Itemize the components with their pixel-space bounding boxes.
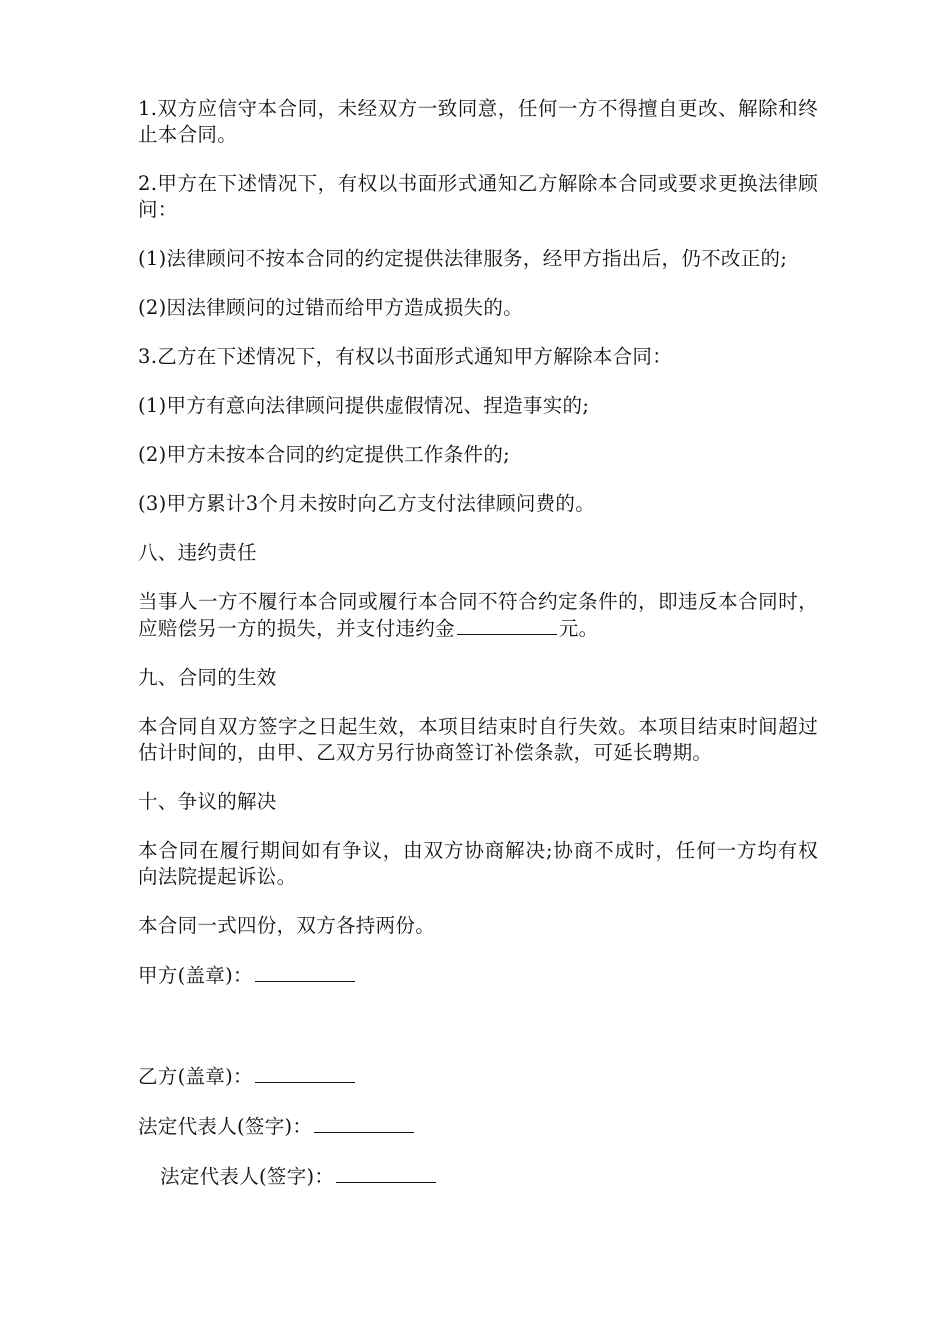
liability-text-unit: 元。 <box>558 617 599 640</box>
penalty-amount-blank[interactable] <box>457 615 557 635</box>
effectiveness-text: 本合同自双方签字之日起生效，本项目结束时自行失效。本项目结束时间超过估计时间的，由甲、乙双方另行协商签订补偿条款，可延长聘期。 <box>138 715 818 764</box>
party-b-signature-line <box>138 1063 818 1090</box>
liability-text <box>138 589 818 642</box>
clause-8-2: 2.甲方在下述情况下，有权以书面形式通知乙方解除本合同或要求更换法律顾问： <box>138 172 818 221</box>
rep-a-signature-line <box>138 1163 818 1190</box>
party-a-label: 甲方(盖章)： <box>138 964 253 987</box>
rep-a-sign-blank[interactable] <box>336 1163 436 1183</box>
clause-8-3-item-3: (3)甲方累计3个月未按时向乙方支付法律顾问费的。 <box>138 492 596 515</box>
dispute-text: 本合同在履行期间如有争议，由双方协商解决;协商不成时，任何一方均有权向法院提起诉讼。 <box>138 839 818 888</box>
party-a-signature-line <box>138 962 818 989</box>
party-b-seal-blank[interactable] <box>255 1063 355 1083</box>
rep-b-label: 法定代表人(签字)： <box>138 1115 313 1138</box>
copies-text: 本合同一式四份，双方各持两份。 <box>138 914 436 937</box>
clause-8-2-item-1: (1)法律顾问不按本合同的约定提供法律服务，经甲方指出后，仍不改正的; <box>138 247 788 270</box>
rep-b-signature-line <box>138 1113 818 1140</box>
clause-8-3-item-2: (2)甲方未按本合同的约定提供工作条件的; <box>138 443 510 466</box>
clause-8-3-item-1: (1)甲方有意向法律顾问提供虚假情况、捏造事实的; <box>138 394 590 417</box>
document-page <box>138 96 818 1213</box>
rep-a-label: 法定代表人(签字)： <box>160 1165 335 1188</box>
party-b-label: 乙方(盖章)： <box>138 1065 253 1088</box>
liability-text-main: 当事人一方不履行本合同或履行本合同不符合约定条件的，即违反本合同时，应赔偿另一方的损失，并支付违约金 <box>138 590 818 640</box>
section-heading-effectiveness: 九、合同的生效 <box>138 666 277 689</box>
clause-8-1: 1.双方应信守本合同，未经双方一致同意，任何一方不得擅自更改、解除和终止本合同。 <box>138 97 818 146</box>
section-heading-liability: 八、违约责任 <box>138 541 257 564</box>
clause-8-3: 3.乙方在下述情况下，有权以书面形式通知甲方解除本合同： <box>138 345 673 368</box>
rep-b-sign-blank[interactable] <box>314 1113 414 1133</box>
section-heading-dispute: 十、争议的解决 <box>138 790 277 813</box>
clause-8-2-item-2: (2)因法律顾问的过错而给甲方造成损失的。 <box>138 296 523 319</box>
party-a-seal-blank[interactable] <box>255 962 355 982</box>
